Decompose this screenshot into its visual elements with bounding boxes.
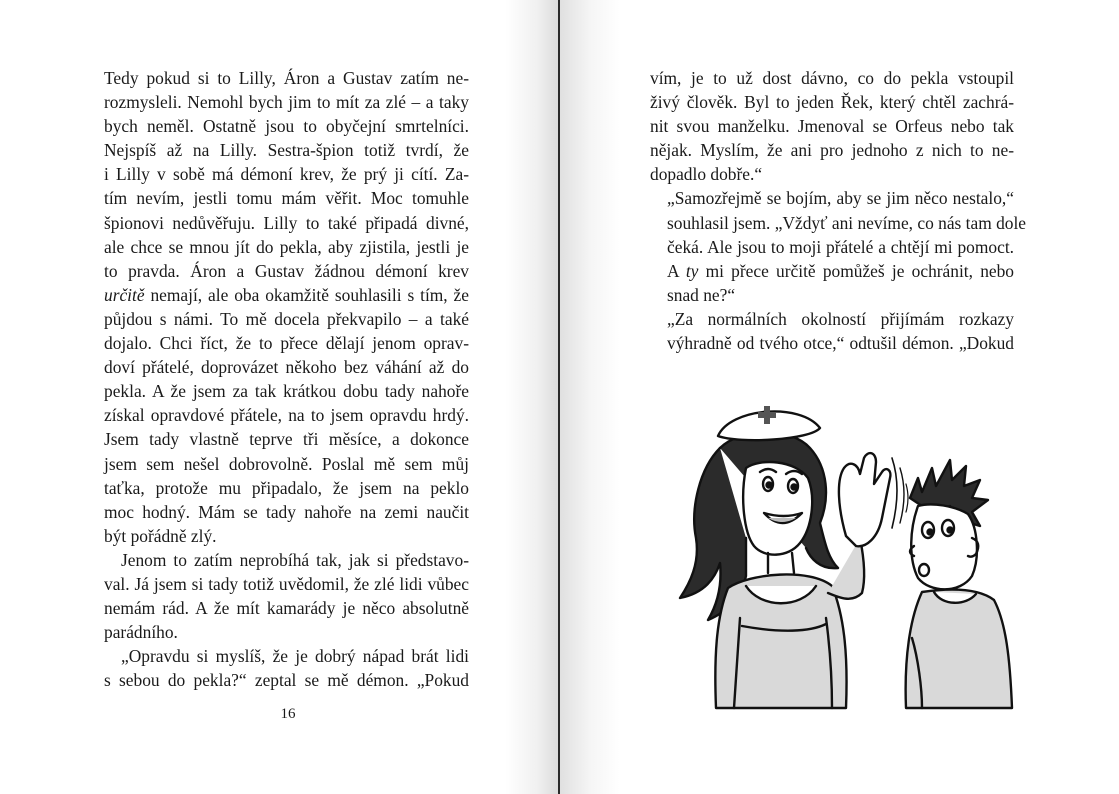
- nurse-and-boy-illustration: [660, 388, 1020, 718]
- text-line: souhlasil jsem. „Vždyť ani nevíme, co nás tam dole: [667, 212, 1027, 233]
- text-line: snad ne?“: [667, 284, 736, 305]
- text-line: Jenom to zatím neprobíhá tak, jak si představo-: [121, 549, 469, 570]
- text-line: pekla. A že jsem za tak krátkou dobu tady nahoře: [104, 381, 469, 402]
- gutter-shadow-right: [560, 0, 620, 794]
- text-line: i Lilly v sobě má démoní krev, že prý ji cítí. Za-: [104, 164, 469, 185]
- text-line: půjdou s námi. To mě docela překvapilo – a také: [104, 308, 469, 329]
- text-line: A ty mi přece určitě pomůžeš je ochránit, nebo: [667, 260, 1014, 281]
- text-line: s sebou do pekla?“ zeptal se mě démon. „Pokud: [104, 670, 469, 691]
- text-line: taťka, protože mu připadalo, že jsem na peklo: [104, 477, 469, 498]
- text-line: rozmysleli. Nemohl bych jim to mít za zlé – a taky: [104, 92, 469, 113]
- text-line: ale chce se mnou jít do pekla, aby zjistila, jestli je: [104, 236, 469, 257]
- text-line: být pořádně zlý.: [104, 525, 217, 546]
- text-line: Nejspíš až na Lilly. Sestra-špion totiž tvrdí, že: [104, 140, 469, 161]
- text-line: Jsem tady vlastně teprve tři měsíce, a dokonce: [104, 429, 469, 450]
- text-line: „Samozřejmě se bojím, aby se jim něco nestalo,“: [667, 188, 1014, 209]
- text-line: nějak. Myslím, že ani pro jednoho z nich to ne-: [650, 140, 1014, 161]
- boy-figure: [906, 460, 1012, 708]
- nurse-figure: [680, 406, 908, 708]
- text-line: dojalo. Chci říct, že to přece dělají jenom oprav-: [104, 333, 469, 354]
- text-line: val. Já jsem si tady totiž uvědomil, že zlé lidi vůbec: [104, 573, 469, 594]
- text-line: nemám rád. A že mít kamarády je něco absolutně: [104, 598, 469, 619]
- text-line: špionovi nedůvěřuju. Lilly to také připadá divné,: [104, 212, 469, 233]
- left-page-text: [104, 66, 469, 692]
- text-line: vím, je to už dost dávno, co do pekla vstoupil: [650, 68, 1014, 88]
- text-line: tím nevím, jestli tomu mám věřit. Moc tomuhle: [104, 188, 469, 209]
- text-line: určitě nemají, ale oba okamžitě souhlasili s tím, že: [104, 284, 469, 305]
- text-line: čeká. Ale jsou to moji přátelé a chtějí mi pomoct.: [667, 236, 1014, 257]
- text-line: parádního.: [104, 622, 178, 643]
- gutter-shadow-left: [505, 0, 559, 794]
- page-number: 16: [280, 706, 296, 722]
- text-line: doví přátelé, doprovázet někoho bez váhání až do: [104, 357, 469, 378]
- text-line: bych neměl. Ostatně jsou to obyčejní smrtelníci.: [104, 116, 469, 137]
- text-line: získal opravdové přátele, na to jsem opravdu hrdý.: [104, 405, 469, 426]
- text-line: nit svou manželku. Jmenoval se Orfeus nebo tak: [650, 116, 1014, 137]
- text-line: to pravda. Áron a Gustav žádnou démoní krev: [104, 260, 469, 281]
- text-line: dopadlo dobře.“: [650, 164, 763, 185]
- text-line: Tedy pokud si to Lilly, Áron a Gustav zatím ne-: [104, 68, 469, 88]
- text-line: „Za normálních okolností přijímám rozkazy: [667, 308, 1014, 329]
- text-line: živý člověk. Byl to jeden Řek, který chtěl zachrá-: [650, 92, 1014, 113]
- text-line: jsem sem nešel dobrovolně. Poslal mě sem můj: [104, 453, 469, 474]
- text-line: „Opravdu si myslíš, že je dobrý nápad brát lidi: [121, 646, 469, 667]
- text-line: moc hodný. Mám se tady nahoře na zemi naučit: [104, 501, 469, 522]
- right-page-text: [650, 66, 1027, 355]
- text-line: výhradně od tvého otce,“ odtušil démon. „Dokud: [667, 333, 1014, 354]
